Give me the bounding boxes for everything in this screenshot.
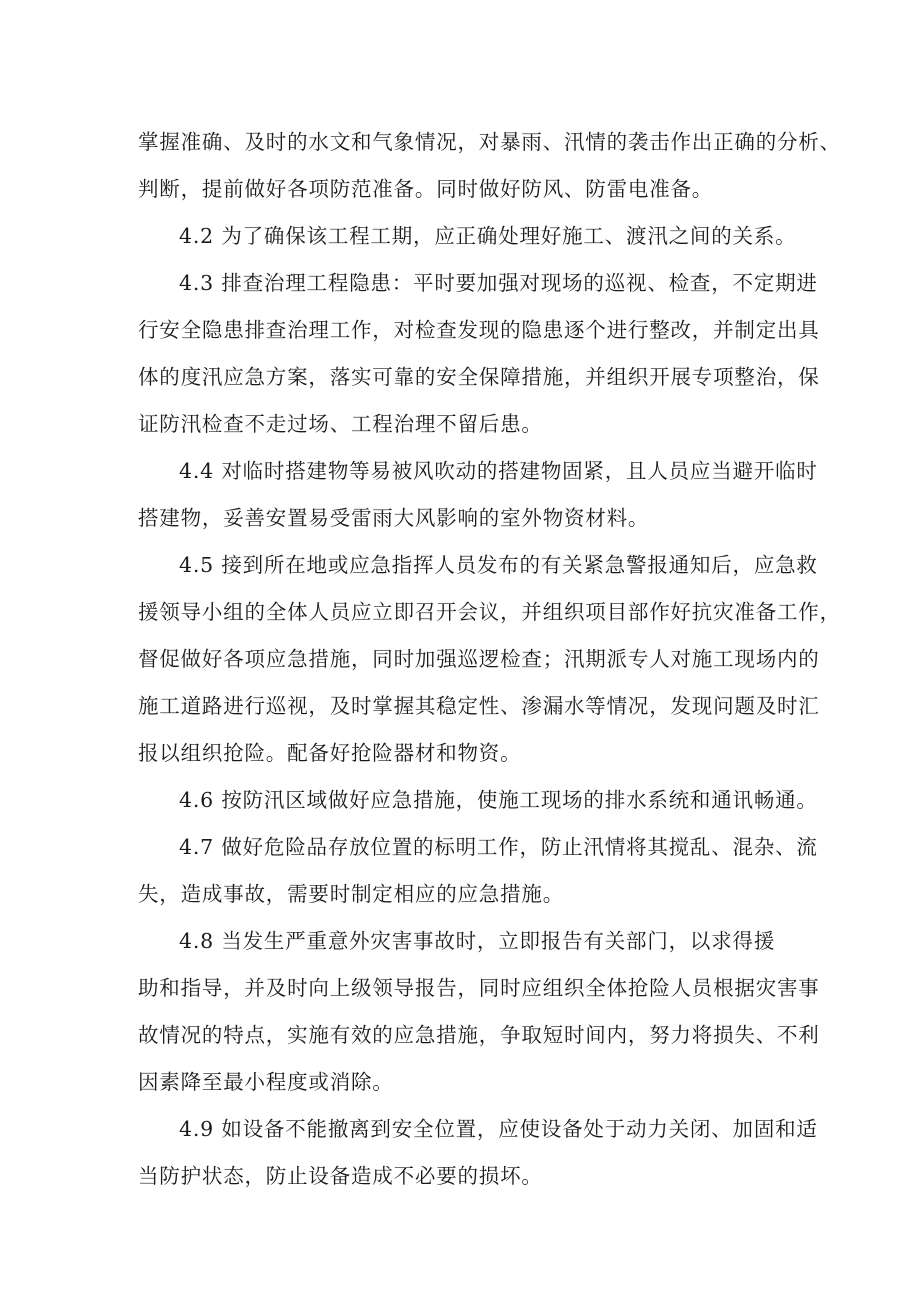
- text-line: 报以组织抢险。配备好抢险器材和物资。: [138, 741, 522, 765]
- text-line: 4.9 如设备不能撤离到安全位置，应使设备处于动力关闭、加固和适: [179, 1117, 818, 1141]
- paragraph: [138, 119, 841, 213]
- text-line: 施工道路进行巡视，及时掌握其稳定性、渗漏水等情况，发现问题及时汇: [138, 694, 820, 718]
- text-line: 助和指导，并及时向上级领导报告，同时应组织全体抢险人员根据灾害事: [138, 976, 820, 1000]
- text-line: 当防护状态，防止设备造成不必要的损坏。: [138, 1164, 543, 1188]
- text-line: 4.8 当发生严重意外灾害事故时，立即报告有关部门，以求得援: [179, 929, 776, 953]
- text-line: 督促做好各项应急措施，同时加强巡逻检查；汛期派专人对施工现场内的: [138, 647, 820, 671]
- text-line: 援领导小组的全体人员应立即召开会议，并组织项目部作好抗灾准备工作，: [138, 600, 841, 624]
- text-line: 掌握准确、及时的水文和气象情况，对暴雨、汛情的袭击作出正确的分析、: [138, 130, 841, 154]
- text-line: 体的度汛应急方案，落实可靠的安全保障措施，并组织开展专项整治，保: [138, 365, 820, 389]
- text-line: 因素降至最小程度或消除。: [138, 1070, 394, 1094]
- text-line: 搭建物，妥善安置易受雷雨大风影响的室外物资材料。: [138, 506, 650, 530]
- paragraph-4-3: [138, 260, 820, 448]
- text-line: 4.4 对临时搭建物等易被风吹动的搭建物固紧，且人员应当避开临时: [179, 459, 818, 483]
- paragraph-4-9: [138, 1106, 818, 1200]
- paragraph-4-4: [138, 448, 818, 542]
- text-line: 4.6 按防汛区域做好应急措施，使施工现场的排水系统和通讯畅通。: [179, 788, 818, 812]
- text-line: 4.2 为了确保该工程工期，应正确处理好施工、渡汛之间的关系。: [179, 224, 797, 248]
- text-line: 行安全隐患排查治理工作，对检查发现的隐患逐个进行整改，并制定出具: [138, 318, 820, 342]
- text-line: 故情况的特点，实施有效的应急措施，争取短时间内，努力将损失、不利: [138, 1023, 820, 1047]
- text-line: 失，造成事故，需要时制定相应的应急措施。: [138, 882, 564, 906]
- text-line: 4.5 接到所在地或应急指挥人员发布的有关紧急警报通知后，应急救: [179, 553, 818, 577]
- paragraph-4-5: [138, 542, 841, 777]
- paragraph-4-7: [138, 824, 818, 918]
- paragraph-4-8: [138, 918, 820, 1106]
- paragraph-4-6: [138, 777, 818, 824]
- document-body: [138, 119, 841, 1200]
- text-line: 判断，提前做好各项防范准备。同时做好防风、防雷电准备。: [138, 177, 714, 201]
- text-line: 4.3 排查治理工程隐患：平时要加强对现场的巡视、检查，不定期进: [179, 271, 818, 295]
- text-line: 4.7 做好危险品存放位置的标明工作，防止汛情将其搅乱、混杂、流: [179, 835, 818, 859]
- text-line: 证防汛检查不走过场、工程治理不留后患。: [138, 412, 543, 436]
- paragraph-4-2: [138, 213, 797, 260]
